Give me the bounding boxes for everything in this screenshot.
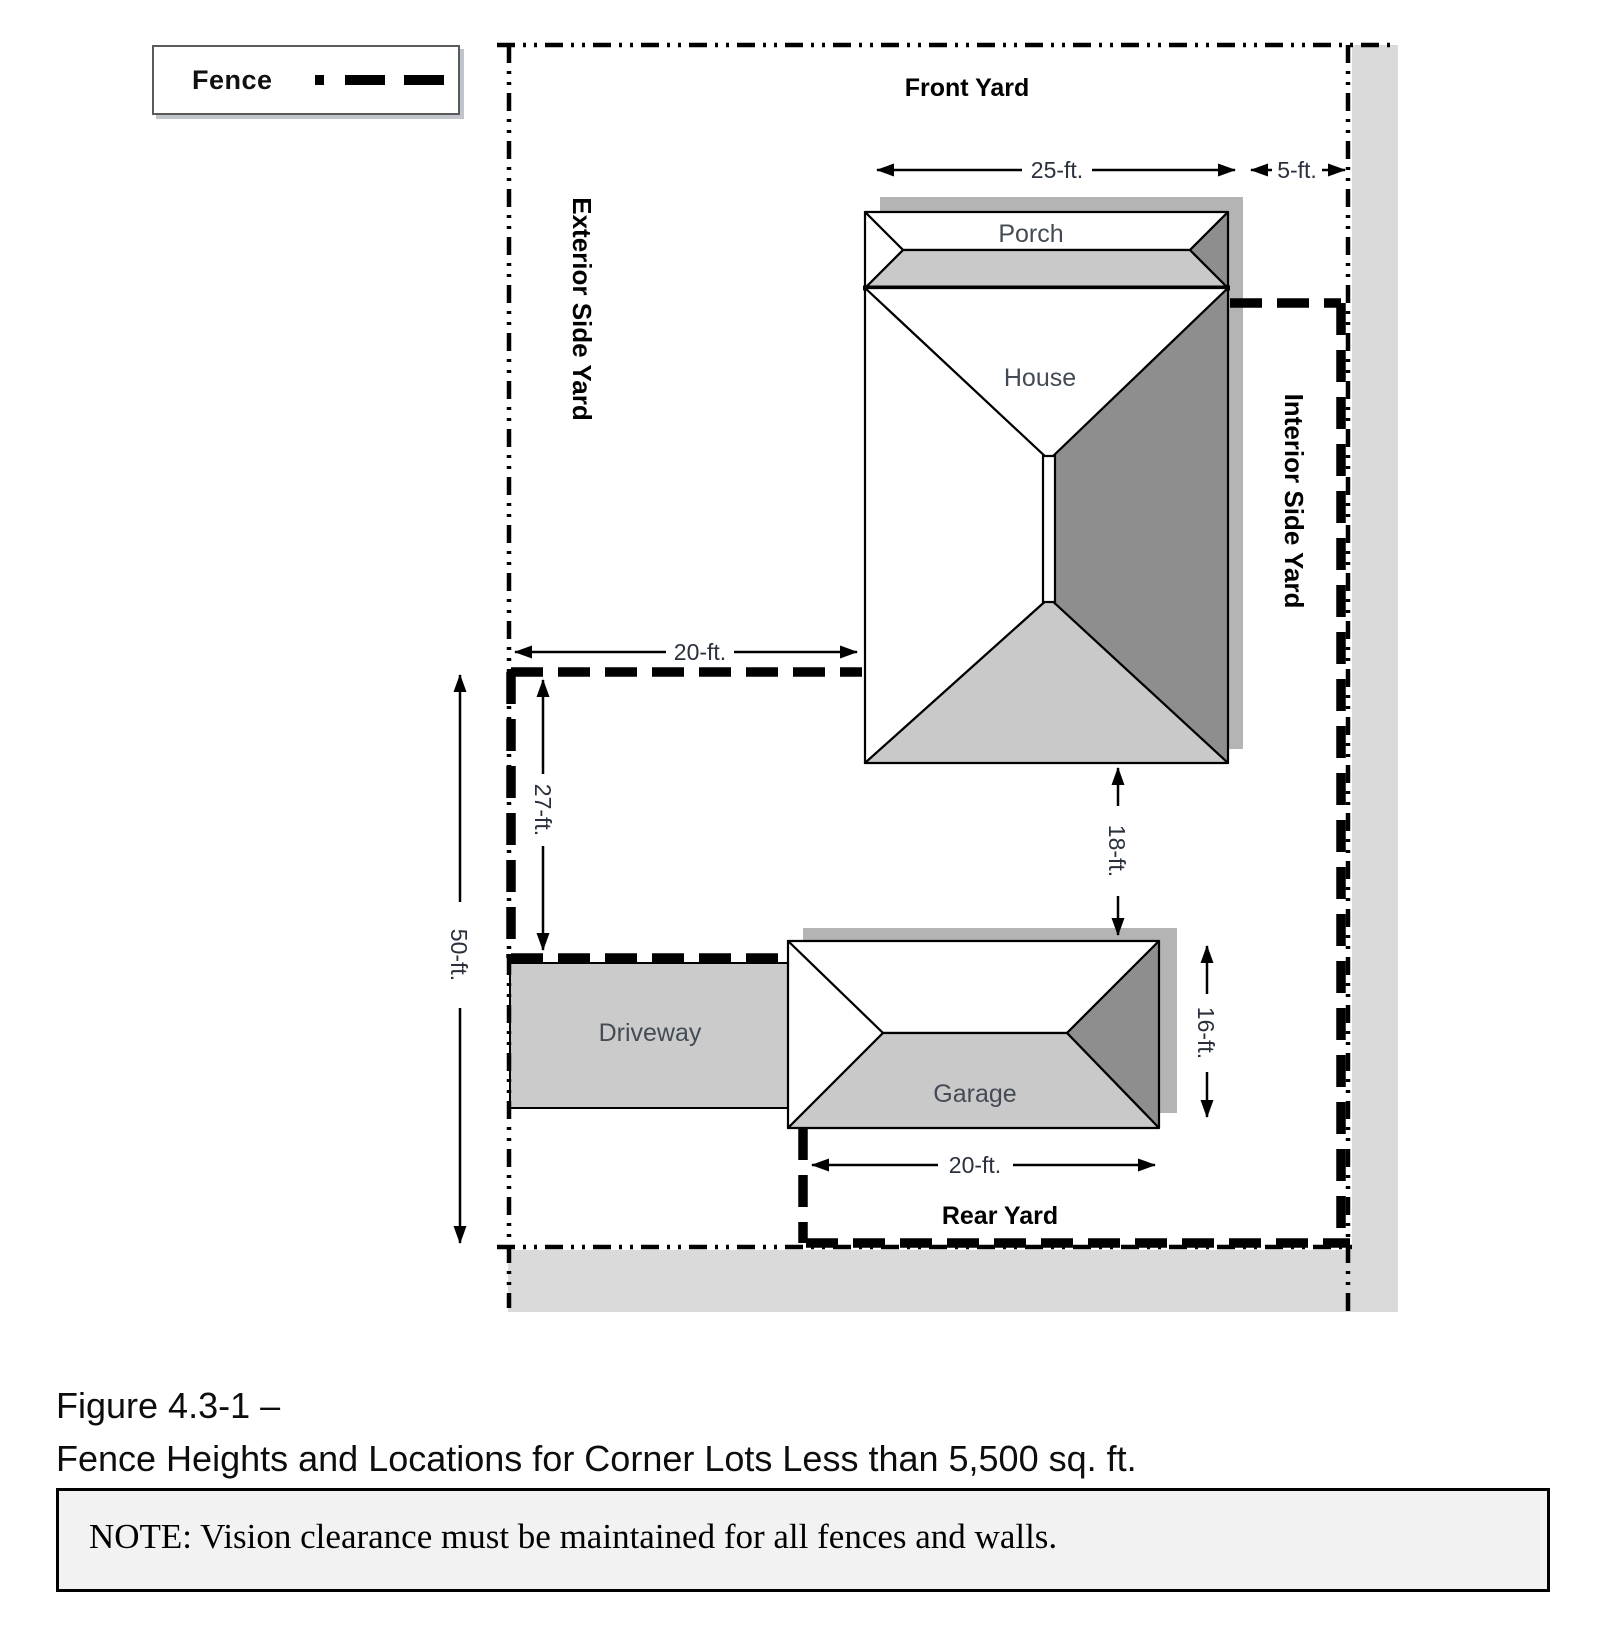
dimension-50ft <box>446 675 472 1243</box>
dimension-20ft-front-fence <box>515 639 857 665</box>
front-yard-label: Front Yard <box>904 74 1030 102</box>
dim-16ft-label: 16-ft. <box>1193 1006 1219 1060</box>
dim-50ft-label: 50-ft. <box>446 928 472 982</box>
dimension-25ft <box>877 157 1235 183</box>
dimension-27ft <box>530 680 556 950</box>
dim-27ft-label: 27-ft. <box>530 783 556 837</box>
dimension-18ft <box>1104 768 1130 935</box>
porch-label: Porch <box>998 220 1064 248</box>
porch-roof <box>863 212 1230 288</box>
house-roof <box>865 288 1228 763</box>
dim-20ft-garage-label: 20-ft. <box>948 1152 1002 1178</box>
dimension-5ft <box>1251 157 1345 183</box>
dimension-16ft <box>1193 946 1219 1117</box>
note-text: NOTE: Vision clearance must be maintained for all fences and walls. <box>89 1517 1058 1556</box>
note-box <box>56 1488 1550 1592</box>
house-label: House <box>1003 364 1077 392</box>
driveway <box>510 963 788 1108</box>
street-strip-right <box>1352 45 1398 1312</box>
house-ridge <box>1043 456 1055 602</box>
garage-label: Garage <box>933 1080 1017 1108</box>
figure-caption-line2: Fence Heights and Locations for Corner Lots Less than 5,500 sq. ft. <box>56 1438 1137 1479</box>
porch-facet-bottom <box>865 250 1228 288</box>
driveway-label: Driveway <box>598 1019 702 1047</box>
dim-5ft-label: 5-ft. <box>1277 157 1317 183</box>
interior-side-yard-label: Interior Side Yard <box>1279 393 1309 609</box>
dimension-20ft-garage <box>812 1152 1155 1178</box>
exterior-side-yard-label: Exterior Side Yard <box>567 197 597 421</box>
dim-25ft-label: 25-ft. <box>1030 157 1084 183</box>
legend-label: Fence <box>192 64 273 95</box>
rear-yard-label: Rear Yard <box>941 1202 1059 1230</box>
dim-18ft-label: 18-ft. <box>1104 824 1130 878</box>
dim-20ft-front-label: 20-ft. <box>673 639 727 665</box>
figure-caption-line1: Figure 4.3-1 – <box>56 1385 281 1426</box>
garage-roof <box>788 941 1159 1128</box>
street-strip-bottom <box>508 1250 1398 1312</box>
